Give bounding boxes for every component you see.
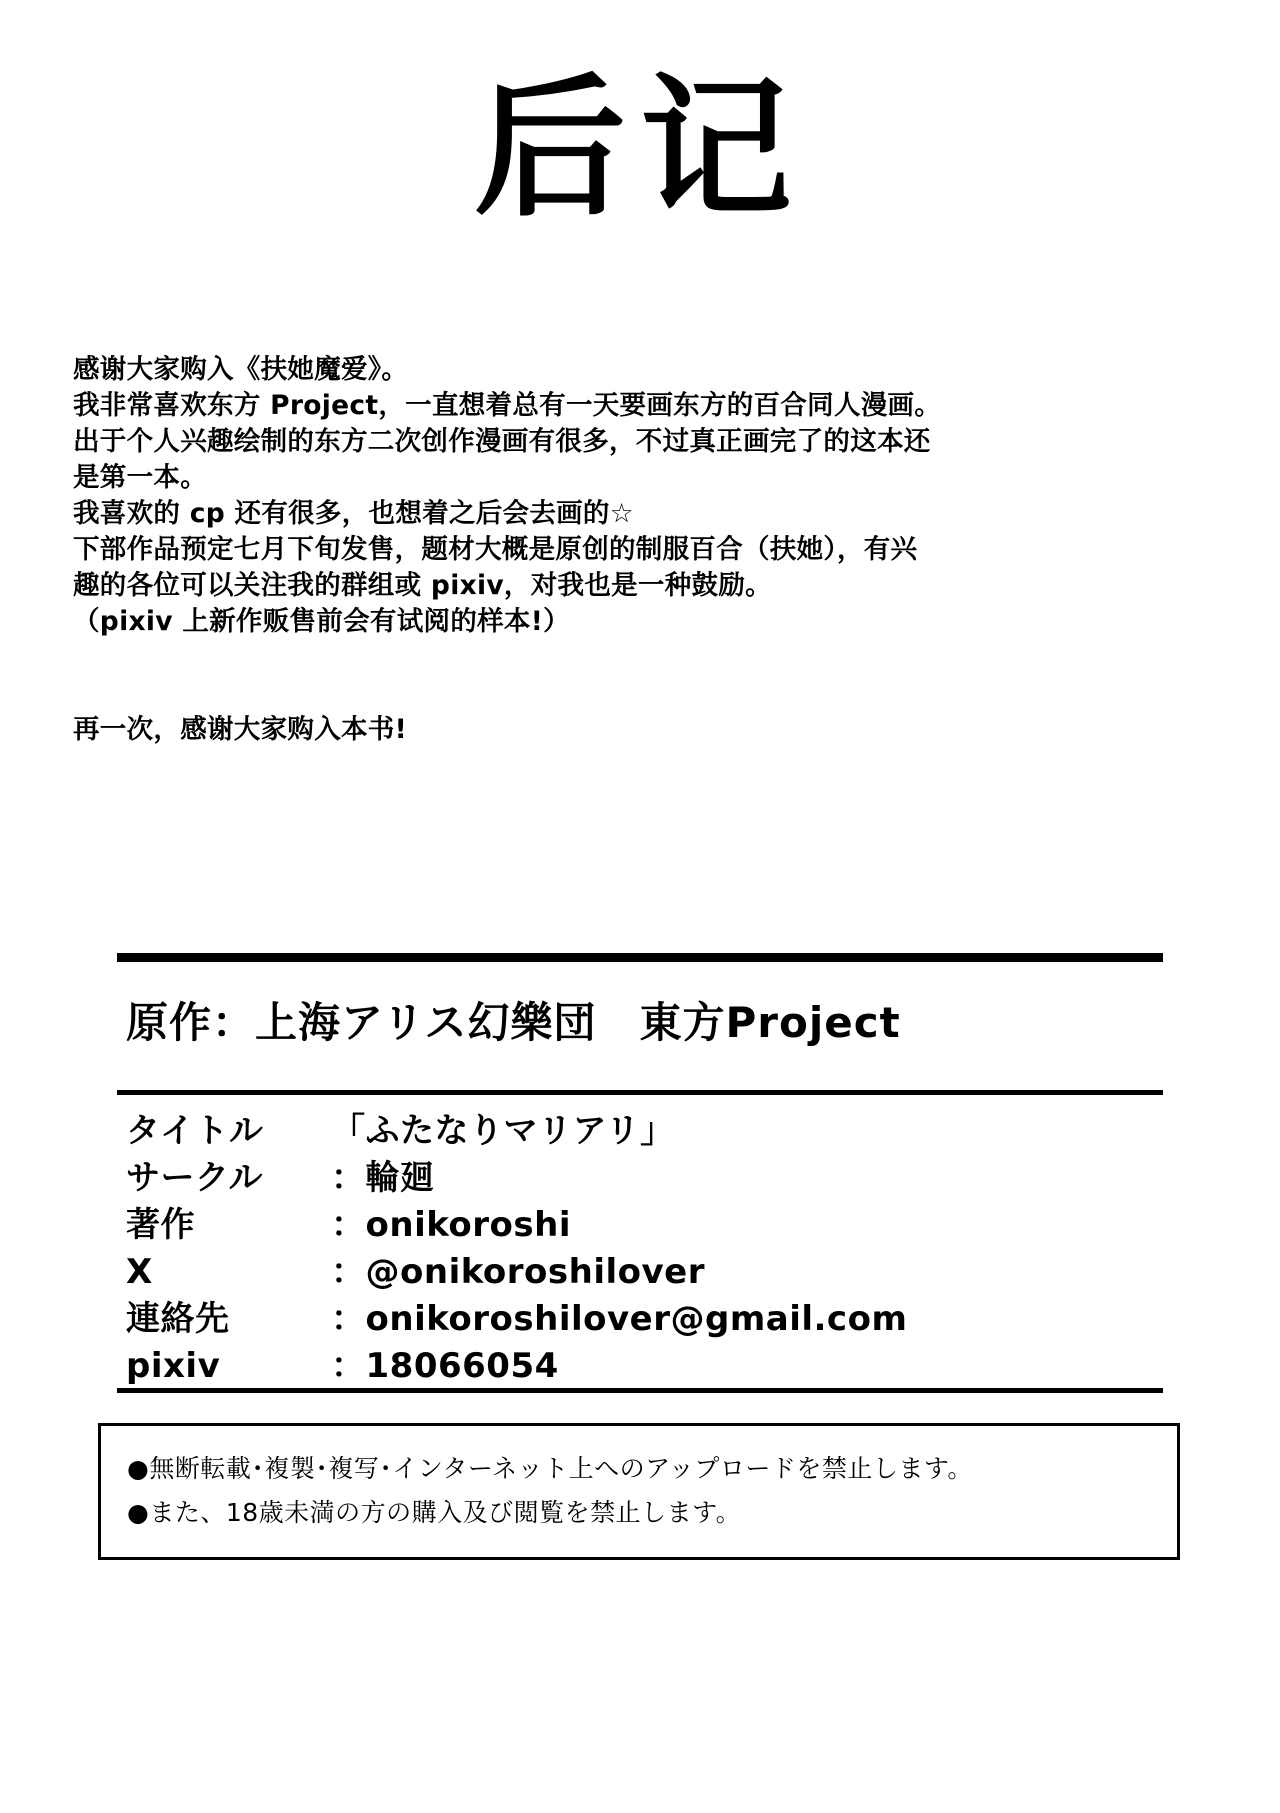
credit-value: ：18066054	[331, 1346, 559, 1386]
credits-list	[126, 1108, 1166, 1390]
notice-line: ●無断転載･複製･複写･インターネット上へのアップロードを禁止します。	[127, 1454, 973, 1483]
afterword-body	[73, 352, 1198, 748]
credit-label: サークル	[126, 1158, 263, 1198]
credit-row-title	[126, 1108, 1166, 1155]
credit-label: 連絡先	[126, 1299, 230, 1339]
credit-value: ：onikoroshi	[331, 1205, 571, 1245]
credit-row-circle	[126, 1155, 1166, 1202]
body-spacer	[73, 676, 1198, 712]
divider-bottom	[117, 1388, 1163, 1393]
notice-box	[98, 1423, 1180, 1560]
body-line: 出于个人兴趣绘制的东方二次创作漫画有很多，不过真正画完了的这本还	[73, 426, 931, 457]
credit-value: 「ふたなりマリアリ」	[331, 1111, 675, 1151]
credit-row-pixiv	[126, 1343, 1166, 1390]
body-line: 趣的各位可以关注我的群组或 pixiv，对我也是一种鼓励。	[73, 570, 772, 601]
credit-row-contact	[126, 1296, 1166, 1343]
page-title: 后记	[474, 58, 806, 237]
credit-label: X	[126, 1252, 153, 1292]
notice-line: ●また、18歳未満の方の購入及び閲覧を禁止します。	[127, 1498, 742, 1527]
body-line: 我喜欢的 cp 还有很多，也想着之后会去画的☆	[73, 498, 634, 529]
body-closing-line: 再一次，感谢大家购入本书!	[73, 714, 407, 745]
credit-value: ：@onikoroshilover	[331, 1252, 705, 1292]
credit-row-author	[126, 1202, 1166, 1249]
divider-middle	[117, 1090, 1163, 1095]
body-line: 下部作品预定七月下旬发售，题材大概是原创的制服百合（扶她），有兴	[73, 534, 918, 565]
body-line: 我非常喜欢东方 Project，一直想着总有一天要画东方的百合同人漫画。	[73, 390, 942, 421]
body-line: 是第一本。	[73, 462, 207, 493]
credit-label: 著作	[126, 1205, 195, 1245]
credit-value: ：onikoroshilover@gmail.com	[331, 1299, 908, 1339]
body-line: 感谢大家购入《扶她魔爱》。	[73, 354, 409, 385]
credit-label: pixiv	[126, 1346, 221, 1386]
credit-label: タイトル	[126, 1111, 264, 1151]
body-spacer	[73, 640, 1198, 676]
original-work-line: 原作：上海アリス幻樂団 東方Project	[126, 998, 901, 1047]
body-line: （pixiv 上新作贩售前会有试阅的样本!）	[73, 606, 570, 637]
divider-top	[117, 953, 1163, 962]
credit-value: ：輪廻	[331, 1158, 435, 1198]
credit-row-x	[126, 1249, 1166, 1296]
